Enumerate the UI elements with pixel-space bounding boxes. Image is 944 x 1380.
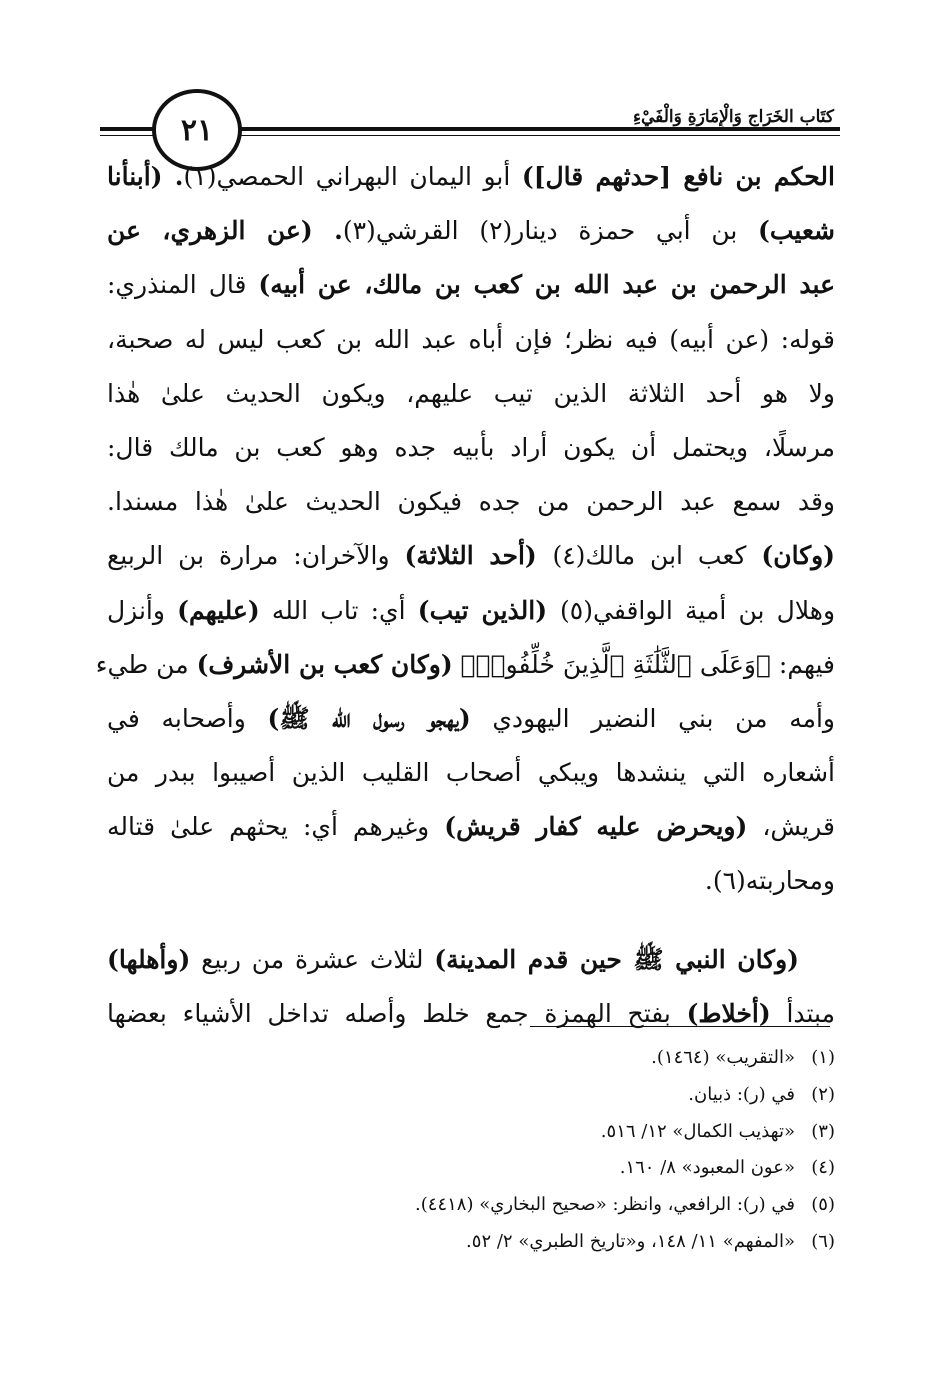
footnote-number: (٥)	[811, 1194, 835, 1216]
bold-segment: (ويحرض عليه كفار قريش)	[444, 812, 748, 842]
bold-segment: الحكم بن نافع [حدثهم قال])	[521, 162, 835, 191]
text-segment: وقد سمع عبد الرحمن من جده فيكون الحديث علىٰ هٰذا مسندا.	[107, 487, 835, 517]
bold-segment: (يهجو رسول الله ﷺ)	[267, 703, 471, 733]
text-segment: (٢)	[479, 216, 513, 246]
text-line	[107, 746, 835, 800]
bold-segment: (الذين تيب)	[417, 595, 561, 625]
text-segment: القرشي	[375, 216, 480, 246]
bold-segment: . (عن الزهري، عن	[107, 216, 343, 246]
footnote-text: «عون المعبود» ٨/ ١٦٠.	[619, 1157, 795, 1179]
text-line	[107, 421, 835, 475]
text-segment: وأمه من بني النضير اليهودي	[470, 703, 836, 733]
bold-segment: . (أبنأنا	[107, 162, 184, 191]
text-line	[107, 933, 835, 987]
text-segment: قال المنذري:	[107, 270, 259, 300]
text-segment: أشعاره التي ينشدها ويبكي أصحاب القليب الذين أصيبوا ببدر من	[107, 758, 835, 788]
text-line	[107, 529, 835, 583]
text-segment: أي: تاب الله	[259, 595, 418, 625]
text-segment: قوله: (عن أبيه) فيه نظر؛ فإن أباه عبد الله بن كعب ليس له صحبة،	[107, 324, 835, 354]
bold-segment: (عليهم)	[177, 595, 260, 625]
text-line	[107, 692, 835, 746]
text-line	[107, 150, 835, 204]
text-segment: (٣)	[342, 216, 376, 246]
text-segment: مبتدأ	[770, 998, 835, 1028]
text-segment: مرسلًا، ويحتمل أن يكون أراد بأبيه جده وهو كعب بن مالك قال:	[107, 432, 835, 462]
text-segment: لثلاث عشرة من ربيع	[190, 944, 435, 974]
text-segment: وهلال بن أمية الواقفي	[592, 595, 836, 625]
text-line	[107, 800, 835, 854]
page-number: ٢١	[152, 89, 242, 171]
text-line	[107, 367, 835, 421]
footnote-text: «التقريب» (١٤٦٤).	[651, 1047, 795, 1068]
footnote-text: «المفهم» ١١/ ١٤٨، و«تاريخ الطبري» ٢/ ٥٢.	[466, 1230, 795, 1252]
text-line	[107, 313, 835, 367]
text-segment: .	[704, 866, 713, 896]
footnote-number: (٤)	[811, 1157, 835, 1179]
bold-segment: (وأهلها)	[107, 944, 191, 974]
bold-segment: شعيب)	[758, 216, 835, 246]
text-segment: بفتح الهمزة جمع خلط وأصله تداخل الأشياء بعضها	[107, 998, 687, 1028]
paragraph-gap	[107, 909, 835, 933]
footnotes	[107, 1040, 835, 1261]
text-segment: ومحاربته	[745, 866, 835, 896]
text-line	[95, 638, 835, 692]
text-segment: والآخران: مرارة بن الربيع	[107, 541, 405, 571]
footnote-text: في (ر): ذبيان.	[688, 1083, 795, 1105]
text-segment: وأصحابه في	[107, 703, 268, 733]
text-line	[107, 854, 835, 908]
footnote-separator	[530, 1026, 830, 1027]
footnote	[107, 1077, 835, 1114]
footnote-number: (١)	[811, 1047, 835, 1068]
bold-segment: عبد الرحمن بن عبد الله بن كعب بن مالك، عن أبيه)	[258, 270, 835, 300]
running-title: كتَاب الخَرَاجِ وَالْإِمَارَةِ وَالْفَيْءِ	[623, 107, 840, 127]
footnote	[107, 1150, 835, 1187]
text-line	[107, 204, 835, 258]
text-segment: (٦)	[712, 866, 746, 896]
bold-segment: (أخلاط)	[686, 998, 771, 1028]
text-segment: وأنزل	[107, 595, 178, 625]
footnote	[107, 1114, 835, 1151]
footnote-text: «تهذيب الكمال» ١٢/ ٥١٦.	[600, 1120, 795, 1142]
text-segment: بن أبي حمزة دينار	[512, 216, 759, 246]
text-segment: (٥)	[560, 595, 593, 625]
text-segment: وغيرهم أي: يحثهم علىٰ قتاله	[107, 812, 445, 842]
footnote	[107, 1224, 835, 1261]
text-segment: أبو اليمان البهراني الحمصي	[216, 162, 522, 191]
main-text	[95, 150, 836, 1041]
text-line	[107, 584, 835, 638]
text-segment: كعب ابن مالك	[585, 541, 762, 571]
bold-segment: (وكان)	[761, 541, 835, 571]
text-segment: (٤)	[552, 541, 586, 571]
footnote	[107, 1040, 835, 1077]
text-segment: قريش،	[747, 812, 835, 842]
footnote-text: في (ر): الرافعي، وانظر: «صحيح البخاري» (٤٤١٨).	[415, 1194, 795, 1216]
text-line	[107, 987, 835, 1041]
text-segment: ولا هو أحد الثلاثة الذين تيب عليهم، ويكون الحديث علىٰ هٰذا	[107, 378, 835, 408]
footnote	[107, 1187, 835, 1224]
footnote-number: (٦)	[811, 1230, 835, 1252]
bold-segment: (وكان كعب بن الأشرف)	[196, 649, 453, 679]
footnote-number: (٢)	[811, 1083, 835, 1105]
text-line	[107, 475, 835, 529]
bold-segment: (أحد الثلاثة)	[404, 541, 553, 571]
text-line	[107, 258, 835, 312]
bold-segment: (وكان النبي ﷺ حين قدم المدينة)	[434, 944, 799, 974]
text-segment: فيهم: ﴿وَعَلَى ٱلثَّلَٰثَةِ ٱلَّذِينَ خُلِّفُوا۟﴾	[452, 649, 835, 679]
text-segment: من طيء	[95, 649, 197, 679]
text-segment: (١)	[183, 162, 217, 191]
footnote-number: (٣)	[811, 1120, 835, 1142]
